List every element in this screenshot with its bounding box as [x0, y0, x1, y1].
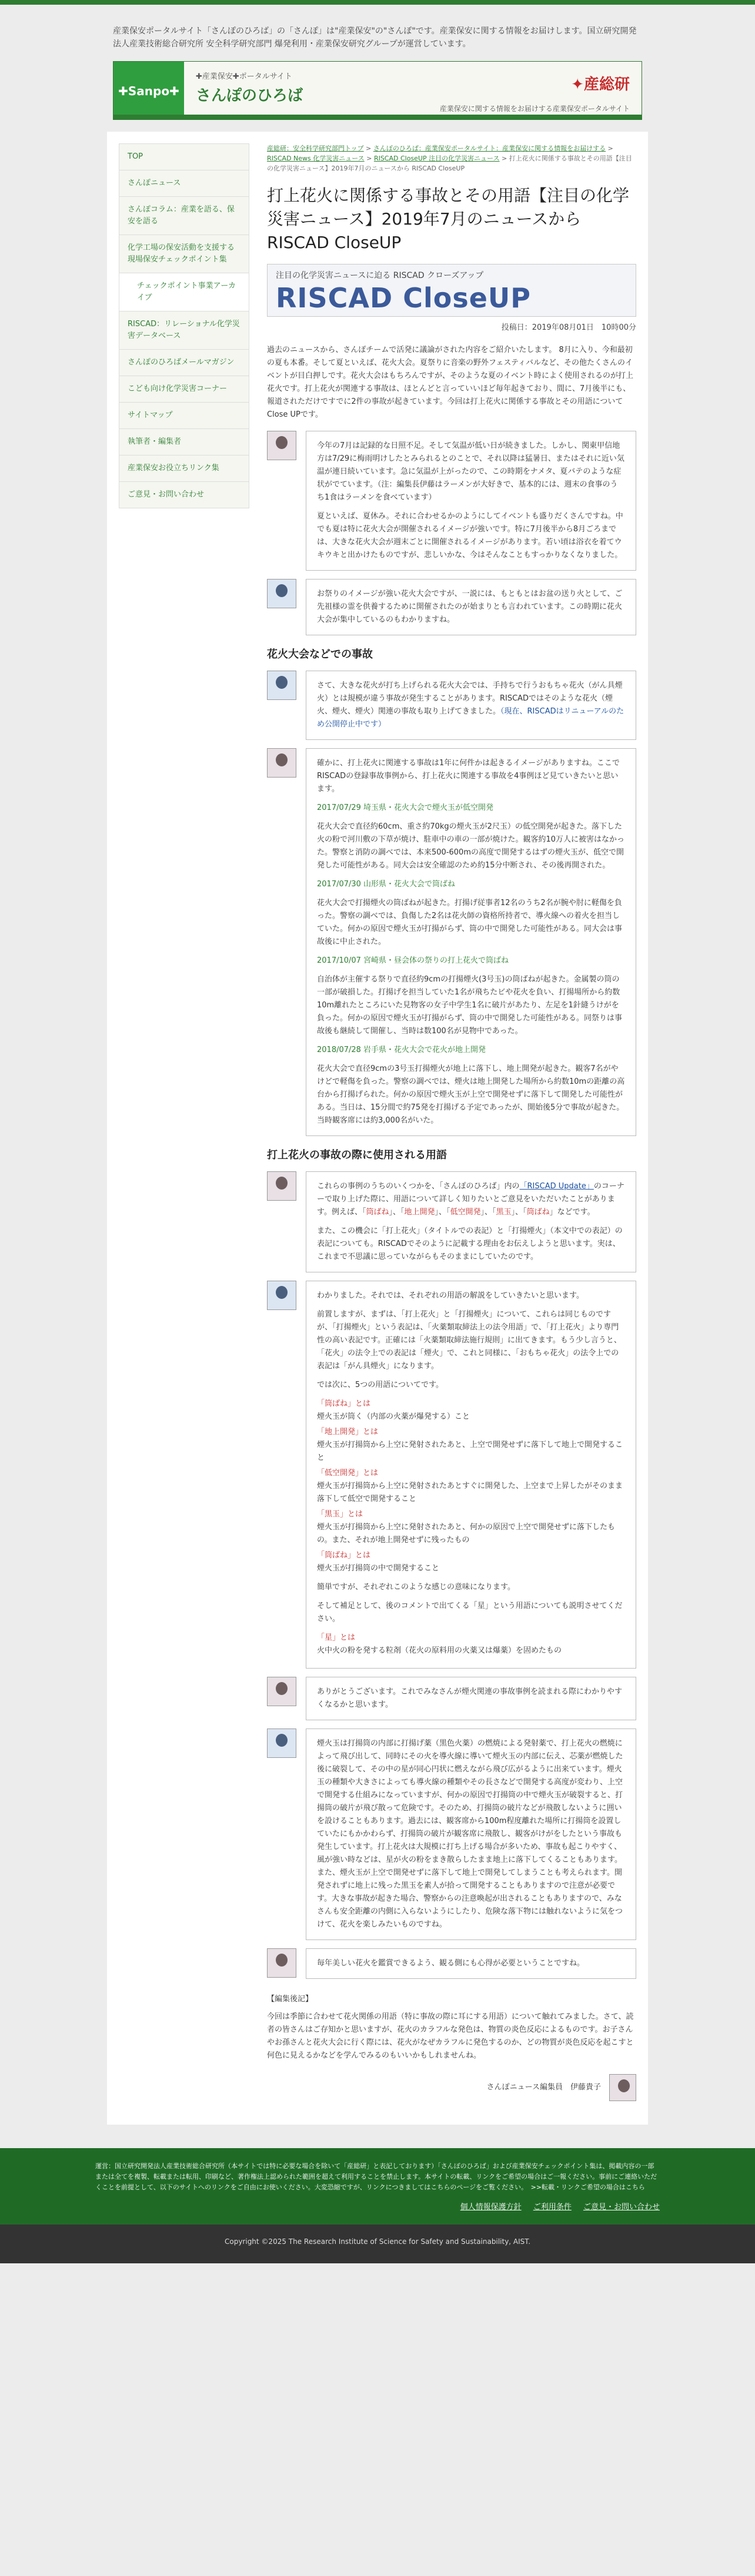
section-heading: 打上花火の事故の際に使用される用語: [267, 1149, 447, 1161]
signature-name: さんぽニュース編集員 伊藤貴子: [486, 2083, 601, 2092]
dialog-bubble: [306, 671, 636, 740]
riscad-banner-subtitle: 注目の化学災害ニュースに迫る RISCAD クローズアップ: [276, 271, 484, 280]
editor-avatar-icon: [267, 1171, 296, 1201]
term-def: 火中火の粉を発する粒剤（花火の原料用の火薬又は爆薬）を固めたもの: [317, 1646, 562, 1655]
sidebar-item-column[interactable]: さんぽコラム：産業を語る、保安を語る: [119, 197, 249, 235]
article: [267, 143, 636, 2101]
term-def: 煙火玉が打揚筒の中で開発すること: [317, 1564, 440, 1573]
term-item: [317, 1632, 625, 1657]
dialog-bubble: [306, 579, 636, 635]
dialog-text: では次に、5つの用語についてです。: [317, 1381, 443, 1389]
dialog-bubble: [306, 748, 636, 1136]
riscad-update-link[interactable]: 「RISCAD Update」: [519, 1182, 594, 1191]
dialog-text: [317, 679, 625, 731]
dialog-text: ありがとうございます。これでみなさんが煙火関連の事故事例を読まれる際にわかりやすくなるかと思います。: [317, 1687, 622, 1709]
top-bar: [0, 0, 755, 5]
editor-avatar-icon: [267, 1677, 296, 1706]
dialog-bubble: [306, 1677, 636, 1720]
sidebar-item-news[interactable]: さんぽニュース: [119, 170, 249, 197]
term-name: 「黒玉」とは: [317, 1510, 363, 1519]
site-intro: 産業保安ポータルサイト「さんぽのひろば」の「さんぽ」は"産業保安"の"さんぽ"です。産業保安に関する情報をお届けします。国立研究開発法人産業技術総合研究所 安全科学研究部門 爆発利用・産業保安研究グループが運営しています。: [113, 26, 637, 49]
dialog-bubble: [306, 1171, 636, 1272]
dialog-bubble: [306, 1729, 636, 1940]
aist-logo: ✦産総研: [571, 76, 630, 93]
researcher-avatar-icon: [267, 579, 296, 608]
signature: [267, 2074, 636, 2101]
text: のコーナーで取り上げた際に、用語について詳しく知りたいとご意見をいただいたことがあります。例えば、「: [317, 1182, 624, 1217]
banner-bar: [113, 115, 642, 119]
breadcrumb-current: 打上花火に関係する事故とその用語【注目の化学災害ニュース】2019年7月のニュースから RISCAD CloseUP: [267, 155, 632, 172]
dialog-item: [267, 1677, 636, 1720]
dialog-item: [267, 1948, 636, 1979]
case-body: 花火大会で直径約60cm、重さ約70kgの煙火玉が2尺玉）の低空開発が起きた。落下した火の粉で河川敷の下草が焼け、駐車中の車の一部が焼けた。観客約10万人に被害はなかった。警察と消防の調べでは、本来500-600mの高度で開発するはずの煙火玉が、低空で開発した可能性がある。同大会は安全確認のため約15分中断され、その後再開された。: [317, 822, 625, 870]
dialog-text-main: さて、大きな花火が打ち上げられる花火大会では、手持ちで行うおもちゃ花火（がん具煙火）とは規模が違う事故が発生することがあります。RISCADではそのような花火（煙火、煙火、煙火）関連の事故も取り上げてきました。: [317, 681, 623, 716]
dialog-text: これらの事例のうちのいくつかを、「さんぽのひろば」内の「RISCAD Update」のコーナーで取り上げた際に、用語について詳しく知りたいとご意見をいただいたことがあります。例えば、「筒ばね」、「地上開発」、「低空開発」、「黒玉」、「筒ばね」などです。: [317, 1182, 624, 1217]
sidebar-item-contact[interactable]: ご意見・お問い合わせ: [119, 482, 249, 508]
dialog-text: 夏といえば、夏休み。それに合わせるかのようにしてイベントも盛りだくさんですね。中でも夏は特に花火大会が開催されるイメージが強いです。特に7月後半から8月ごろまでは、大きな花火大会が週末ごとに開催されるイメージがあります。若い頃は浴衣を着てウキウキと出かけたものですが、悲しいかな、今はそんなこともすっかりなくなりました。: [317, 512, 623, 560]
term-item: [317, 1549, 625, 1575]
term: 筒ばね: [366, 1208, 389, 1217]
dialog-item: [267, 748, 636, 1136]
dialog-item: [267, 671, 636, 740]
section-heading: 花火大会などでの事故: [267, 648, 373, 661]
term: 地上開発: [404, 1208, 435, 1217]
term: 筒ばね: [526, 1208, 550, 1217]
contact-link[interactable]: ご意見・お問い合わせ: [583, 2203, 660, 2212]
dialog-text: お祭りのイメージが強い花火大会ですが、一説には、もともとはお盆の送り火として、ご先祖様の霊を供養するために開催されたのが始まりとも言われています。この時期に花火大会が集中しているのもわかりますね。: [317, 589, 623, 624]
editor-avatar-icon: [267, 748, 296, 778]
sidebar-item-top[interactable]: TOP: [119, 144, 249, 170]
dialog-text: 簡単ですが、それぞれこのような感じの意味になります。: [317, 1583, 515, 1592]
researcher-avatar-icon: [267, 671, 296, 700]
term-name: 「星」とは: [317, 1633, 356, 1642]
dialog-item: [267, 1729, 636, 1940]
post-date: 投稿日：2019年08月01日 10時00分: [501, 323, 636, 332]
footer-text: 運営：国立研究開発法人産業技術総合研究所（本サイトでは特に必要な場合を除いて「産総研」と表記しております）「さんぽのひろば」および産業保安チェックポイント集は、掲載内容の一部または全てを複製、転載または転用、印刷など、著作権法上認められた範囲を超えて利用することを禁止します。本サイトの転載、リンクをご希望の場合はご一報ください。事前にご連絡いただくことを前提として、以下のサイトへのリンクをご自由にお使いください。大変恐縮ですが、リンクにつきましてはこちらのページをご覧ください。 >>転載・リンクご希望の場合はこちら: [95, 2162, 657, 2191]
page-title: 打上花火に関係する事故とその用語【注目の化学災害ニュース】2019年7月のニュースから RISCAD CloseUP: [267, 186, 630, 252]
case-body: 花火大会で直径9cmの3号玉打揚煙火が地上に落下し、地上開発が起きた。観客7名がやけどで軽傷を負った。警察の調べでは、煙火は地上開発した場所から約数10mの距離の高台から打揚げられた。何かの原因で煙火玉が上空で開発せずに落下して開発した可能性がある。当日は、15分間で約75発を打揚げる予定であったが、開始後5分で事故が起きた。当時観客席には約3,000名がいた。: [317, 1064, 625, 1125]
researcher-avatar-icon: [267, 1281, 296, 1310]
page-content: [107, 132, 648, 2125]
site-title: [196, 70, 303, 105]
term: 黒玉: [496, 1208, 512, 1217]
footer-links: [95, 2202, 660, 2225]
term-def: 煙火玉が筒く（内部の火薬が爆発する）こと: [317, 1412, 470, 1421]
term-name: 「低空開発」とは: [317, 1469, 379, 1478]
case-body: 花火大会で打揚煙火の筒ばねが起きた。打揚げ従事者12名のうち2名が腕や肘に軽傷を負った。警察の調べでは、負傷した2名は花火師の資格所持者で、導火線への着火を担当していた。何かの原因で煙火玉が打揚がらず、筒の中で開発した可能性がある。同大会は事故後に中止された。: [317, 899, 622, 946]
sidebar-item-checkpoint-archive[interactable]: チェックポイント事業アーカイブ: [119, 273, 249, 311]
case-heading: 2017/10/07 宮崎県・昼会体の祭りの打上花火で筒ばね: [317, 956, 509, 965]
footer-inner: [95, 2161, 660, 2225]
term-def: 煙火玉が打揚筒から上空に発射されたあと、何かの原因で上空で開発せずに落下したもの。また、それが地上開発せずに残ったもの: [317, 1523, 616, 1545]
dialog-text: 前置しますが、まずは、「打上花火」と「打揚煙火」について、これらは同じものですが、「打揚煙火」という表記は、「火薬類取締法上の法令用語」で、「打上花火」より専門性の高い表記です。正確には「火薬類取締法施行規則」に出てきます。もう少し言うと、「花火」の法令上での表記は「煙火」で、これと同様に、「おもちゃ花火」の法令上での表記は「がん具煙火」になります。: [317, 1310, 622, 1371]
dialog-item: [267, 579, 636, 635]
case-body: 自治体が主催する祭りで直径約9cmの打揚煙火(3号玉)の筒ばねが起きた。金属製の筒の一部が破損した。打揚げを担当していた1名が飛ちたビや花火を負い、打揚場所から約数10m離れたところにいた見物客の女子中学生1名に破片があたり、左足を1針縫うけがを負った。何かの原因で煙火玉が打揚がらず、筒の中で開発した可能性がある。同祭りは事故後も継続して開催し、当時は数100名が見物中であった。: [317, 975, 622, 1036]
dialog-text: 煙火玉は打揚筒の内部に打揚げ薬（黒色火薬）の燃焼による発射薬で、打上花火の燃焼によって飛び出して、同時にその火を導火線に導いて煙火玉の内部に伝え、芯薬が燃焼した後に破裂して、その中の星が同心円状に燃えながら飛び広がるように出来ています。煙火玉の種類や大きさによっても導火線の種類やその長さなどで開発する高度が変わり、上空で開発する仕組みになっていますが、何かの原因で打揚筒の中で煙火玉が破裂すると、打揚筒の破片が飛び散って危険です。そのため、打揚筒の破片などが飛散しないように囲いを設けることもあります。過去には、観客席から100m程度離れた場所に打揚筒を設置していたにもかかわらず、打揚筒の破片が観客席に飛散し、観客がけがをしたという事故も発生しています。打上花火は大規模に打ち上げる場合が多いため、事故も起こりやすく、風が強い時などは、星が火の粉をまき散らしたまま地上に落下してくることもあります。また、煙火玉が上空で開発せずに落下して地上で開発してしまうことも考えられます。開発されずに地上に残った黒玉を素人が拾って開発することもありますので注意が必要です。大きな事故が起きた場合、警察からの注意喚起が出されることもありますので、みなさんも安全距離の内側に入らないようにしたり、危険な落下物には触れないように気をつけて、花火を楽しみたいものですね。: [317, 1739, 623, 1929]
site-name: さんぽのひろば: [196, 87, 303, 105]
site-subtitle: ✚産業保安✚ポータルサイト: [196, 72, 292, 81]
case-heading: 2017/07/29 埼玉県・花火大会で煙火玉が低空開発: [317, 803, 494, 812]
editor-avatar-icon: [609, 2074, 636, 2101]
term-item: [317, 1398, 625, 1423]
term-name: 「筒ばね」とは: [317, 1399, 371, 1408]
breadcrumb: 産総研：安全科学研究部門トップ > さんぽのひろば：産業保安ポータルサイト：産業保安に関する情報をお届けする > RISCAD News 化学災害ニュース > RISCAD CloseUP 注目の化学災害ニュース > 打上花火に関係する事故とその用語【注目の化学災害ニュース】2019年7月のニュースから RISCAD CloseUP: [267, 145, 632, 172]
sidebar-item-authors[interactable]: 執筆者・編集者: [119, 429, 249, 455]
sidebar-item-links[interactable]: 産業保安お役立ちリンク集: [119, 455, 249, 482]
term-def: 煙火玉が打揚筒から上空に発射されたあと、上空で開発せずに落下して地上で開発すること: [317, 1441, 623, 1462]
term-item: [317, 1508, 625, 1547]
case-heading: 2018/07/28 岩手県・花火大会で花火が地上開発: [317, 1046, 486, 1054]
dialog-text: 毎年美しい花火を鑑賞できるよう、観る側にも心得が必要ということですね。: [317, 1959, 585, 1968]
sidebar: [119, 143, 249, 2101]
dialog-bubble: [306, 1948, 636, 1979]
dialog-item: [267, 1171, 636, 1272]
dialog-text: 確かに、打上花火に関連する事故は1年に何件かは起きるイメージがありますね。ここでRISCADの登録事故事例から、打上花火に関連する事故を4事例ほど見ていきたいと思います。: [317, 759, 620, 793]
sidebar-item-riscad[interactable]: RISCAD：リレーショナル化学災害データベース: [119, 311, 249, 350]
sidebar-menu: [119, 143, 249, 508]
riscad-status-note: （現在、RISCADはリニューアルのため公開停止中です）: [317, 707, 624, 729]
dialog-text: また、この機会に「打上花火」（タイトルでの表記）と「打揚煙火」（本文中での表記）の表記についても。RISCADでそのように記載する理由をお伝えしようと思います。実は、これまで不思議に思っていながらもそのままにしていたのです。: [317, 1227, 623, 1261]
dialog-bubble: [306, 431, 636, 571]
editor-avatar-icon: [267, 431, 296, 460]
dialog-item: [267, 431, 636, 571]
dialog-item: [267, 1281, 636, 1669]
sidebar-item-sitemap[interactable]: サイトマップ: [119, 403, 249, 429]
dialog-text: 今年の7月は記録的な日照不足。そして気温が低い日が続きました。しかし、関東甲信地方は7/29に梅雨明けしたとみられるとのことで、それ以降は猛暑日、またはそれに近い気温が連日続いています。急に気温が上がったので、この時期をナメタ、夏バテのような症状がでています。（注：編集長伊藤はラーメンが大好きで、基本的には、週末の食事のうち1食はラーメンを食べています）: [317, 441, 624, 502]
banner-tagline: 産業保安に関する情報をお届けする産業保安ポータルサイト: [439, 105, 630, 113]
term-name: 「筒ばね」とは: [317, 1551, 371, 1560]
breadcrumb-link[interactable]: RISCAD CloseUP 注目の化学災害ニュース: [373, 155, 500, 162]
lead-text: 過去のニュースから、さんぽチームで活発に議論がされた内容をご紹介いたします。 8月に入り、今和最初の夏も本番。そして夏といえば、花火大会。夏祭りに音楽の野外フェスティバルなど、その他たくさんのイベントが目白押しです。花火大会はもちろんですが、そのような夏のイベント時によく使用されるのが打上花火です。打上花火が関連する事故は、ほとんどと言っていいほど毎年起きており、間に、7月後半にも、報道されただけですでに2件の事故が起きています。今回は打上花火に関係する事故とその用語についてClose UPです。: [267, 346, 633, 419]
editor-avatar-icon: [267, 1948, 296, 1978]
term: 低空開発: [450, 1208, 481, 1217]
case-heading: 2017/07/30 山形県・花火大会で筒ばね: [317, 880, 456, 889]
sanpo-logo: ✚Sanpo✚: [113, 62, 184, 120]
sidebar-item-mailmagazine[interactable]: さんぽのひろばメールマガジン: [119, 350, 249, 376]
site-banner[interactable]: [113, 61, 642, 120]
text: これらの事例のうちのいくつかを、「さんぽのひろば」内の: [317, 1182, 520, 1191]
copyright: Copyright ©2025 The Research Institute of Science for Safety and Sustainability, AIST.: [0, 2225, 755, 2263]
riscad-banner-title: RISCAD CloseUP: [276, 282, 531, 314]
breadcrumb-link[interactable]: RISCAD News 化学災害ニュース: [267, 155, 365, 162]
text: 」などです。: [549, 1208, 595, 1217]
term-def: 煙火玉が打揚筒から上空に発射されたあとすぐに開発した、上空まで上昇したがそのまま落下して低空で開発すること: [317, 1482, 623, 1503]
breadcrumb-link[interactable]: 産総研：安全科学研究部門トップ: [267, 145, 364, 152]
dialog-bubble: [306, 1281, 636, 1669]
sidebar-item-kids[interactable]: こども向け化学災害コーナー: [119, 376, 249, 403]
dialog-text: わかりました。それでは、それぞれの用語の解説をしていきたいと思います。: [317, 1291, 584, 1300]
researcher-avatar-icon: [267, 1729, 296, 1758]
term-item: [317, 1467, 625, 1506]
editor-note-heading: 【編集後記】: [267, 1995, 313, 2004]
privacy-policy-link[interactable]: 個人情報保護方針: [460, 2203, 522, 2212]
breadcrumb-link[interactable]: さんぽのひろば：産業保安ポータルサイト：産業保安に関する情報をお届けする: [373, 145, 606, 152]
term-item: [317, 1426, 625, 1465]
editor-note: 今回は季節に合わせて花火関係の用語（特に事故の際に耳にする用語）について触れてみました。さて、読者の皆さんはご存知かと思いますが、花火のカラフルな発色は、物質の炎色反応によるものです。お子さんやお孫さんと花火大会に行く際には、花火がなぜカラフルに発色するのか、どの物質が炎色反応を起こすと何色に見えるかなどを学んでみるのもいいかもしれませんね。: [267, 2012, 634, 2060]
terms-link[interactable]: ご利用条件: [533, 2203, 572, 2212]
dialog-text: そして補足として、後のコメントで出てくる「星」という用語についても説明させてください。: [317, 1602, 623, 1623]
footer: [0, 2148, 755, 2225]
term-name: 「地上開発」とは: [317, 1428, 379, 1436]
riscad-closeup-banner: [267, 264, 636, 317]
sidebar-item-checkpoint[interactable]: 化学工場の保安活動を支援する現場保安チェックポイント集: [119, 235, 249, 273]
